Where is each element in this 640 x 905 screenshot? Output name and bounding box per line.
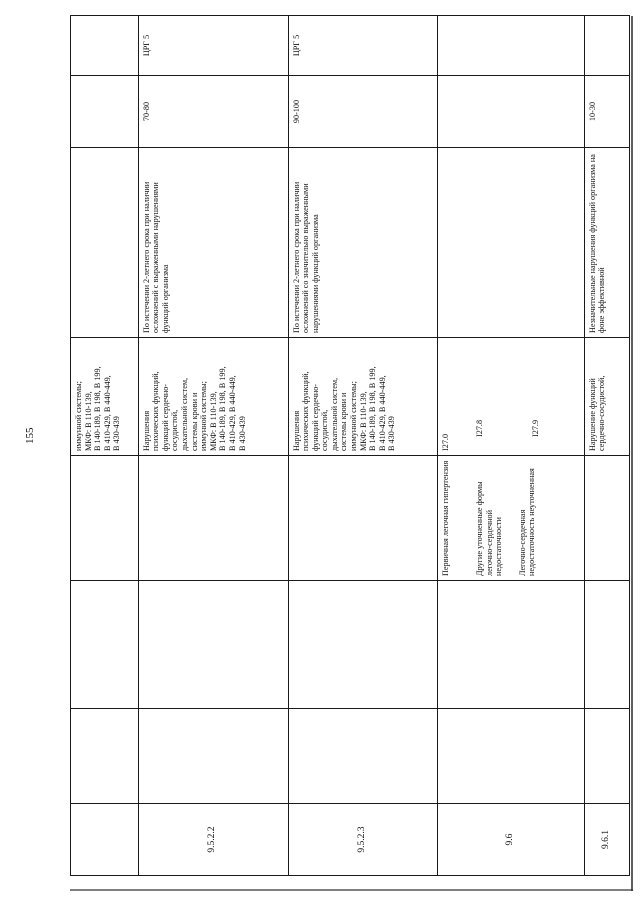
row-group — [584, 16, 629, 76]
row-criterion: По истечении 2-летнего срока при наличии осложнений со значительно выраженными нарушениями функций организма — [288, 148, 438, 338]
row-category — [584, 709, 629, 804]
row-code: 9.6.1 — [584, 804, 629, 876]
row-criterion: Незначительные нарушения функций организма на фоне эффективной — [584, 148, 629, 338]
table-row — [438, 16, 585, 876]
row-group — [71, 16, 139, 76]
row-criterion — [438, 148, 585, 338]
row-percent: 90-100 — [288, 76, 438, 148]
row-functions: иммунной системы; МКФ: В 110-139, В 140-189, В 198, В 199, В 410-429, В 440-449, В 430-439 — [71, 338, 139, 456]
row-code: 9.5.2.2 — [138, 804, 288, 876]
row-group: ЦРГ 5 — [288, 16, 438, 76]
row-criterion: По истечении 2-летнего срока при наличии осложнений с выраженными нарушениями функций организма — [138, 148, 288, 338]
icd-code: I27.8 — [474, 419, 484, 437]
row-category — [288, 709, 438, 804]
row-functions: Нарушение функций сердечно-сосудистой, — [584, 338, 629, 456]
scan-edge-right — [631, 16, 633, 891]
table-row — [288, 16, 438, 876]
row-percent: 70-80 — [138, 76, 288, 148]
row-icd-code — [584, 456, 629, 581]
row-functions: Нарушения психических функций, функций сердечно- сосудистой, дыхательной систем, системы крови и иммунной системы; МКФ: В 110-139, В 140-189, В 198, В 199, В 410-429, В 440-449, В 430-439 — [288, 338, 438, 456]
icd-code: I27.0 — [441, 433, 451, 451]
row-functions: Нарушения психических функций, функций сердечно- сосудистой, дыхательной систем, системы крови и иммунной системы; МКФ: В 110-139, В 140-189, В 198, В 199, В 410-429, В 440-449, В 430-439 — [138, 338, 288, 456]
page-number: 155 — [24, 427, 36, 444]
row-disease — [438, 581, 585, 709]
row-disease-list — [438, 456, 585, 581]
row-category — [438, 709, 585, 804]
row-percent — [438, 76, 585, 148]
criteria-table — [70, 15, 630, 876]
row-code: 9.5.2.3 — [288, 804, 438, 876]
icd-name: Легочно-сердечная недостаточность неуточненная — [517, 468, 537, 576]
row-group — [438, 16, 585, 76]
row-category — [71, 709, 139, 804]
row-disease — [584, 581, 629, 709]
row-icd-code — [71, 456, 139, 581]
icd-name: Другие уточненные формы легочно-сердечной недостаточности — [474, 481, 504, 576]
row-percent — [71, 76, 139, 148]
disability-criteria-table — [70, 16, 630, 876]
row-group: ЦРГ 5 — [138, 16, 288, 76]
icd-name: Первичная легочная гипертензия — [441, 460, 451, 576]
row-icd-codes — [438, 338, 585, 456]
table-row — [584, 16, 629, 876]
row-disease — [71, 581, 139, 709]
icd-code: I27.9 — [530, 419, 540, 437]
row-percent: 10-30 — [584, 76, 629, 148]
row-disease — [288, 581, 438, 709]
row-icd-code — [138, 456, 288, 581]
row-disease — [138, 581, 288, 709]
table-row — [138, 16, 288, 876]
table-row — [71, 16, 139, 876]
row-criterion — [71, 148, 139, 338]
row-icd-code — [288, 456, 438, 581]
row-code — [71, 804, 139, 876]
scan-edge-bottom — [70, 889, 633, 891]
row-category — [138, 709, 288, 804]
row-code: 9.6 — [438, 804, 585, 876]
